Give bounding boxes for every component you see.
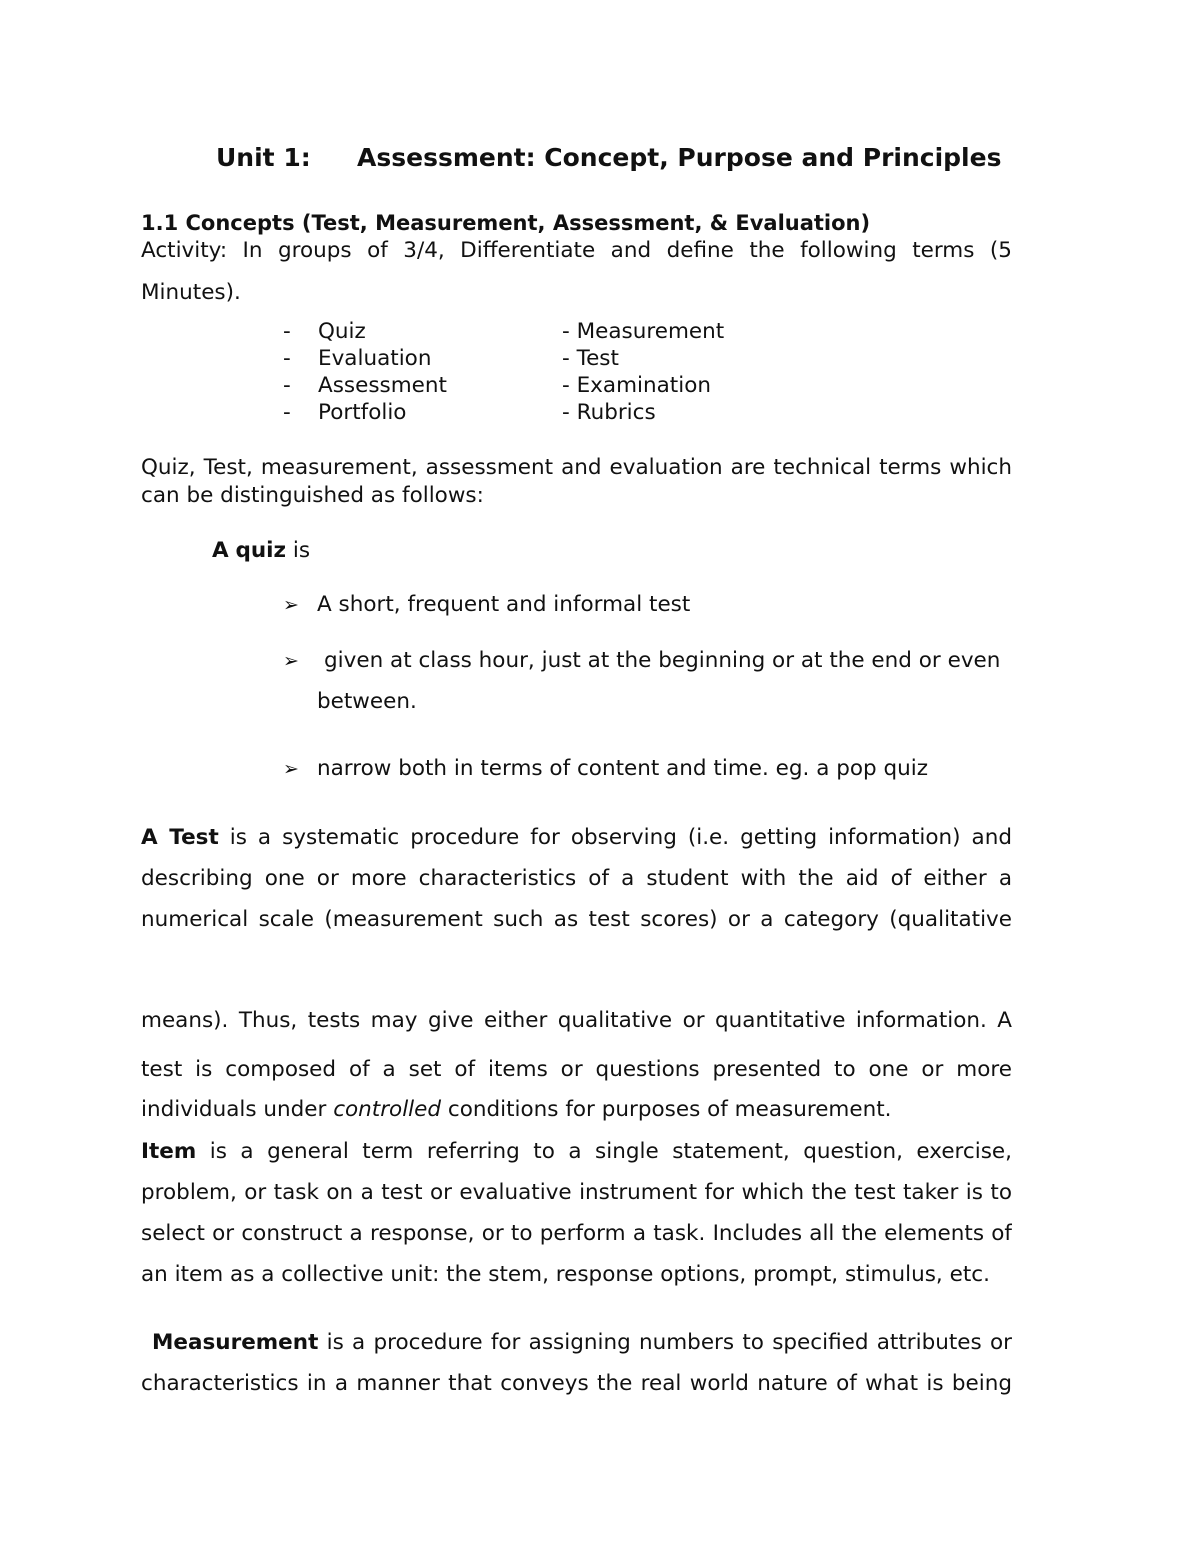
term-right-item: - Rubrics xyxy=(562,400,656,425)
measurement-text: is a procedure for assigning numbers to specified attributes or xyxy=(326,1330,1012,1355)
quiz-bullet: given at class hour, just at the beginning or at the end or even xyxy=(324,648,1001,673)
quiz-bullet: A short, frequent and informal test xyxy=(317,592,691,617)
term-left-item: Evaluation xyxy=(318,346,432,371)
test-line-1 xyxy=(141,825,1012,855)
term-left-item: Portfolio xyxy=(318,400,407,425)
term-left-item: Assessment xyxy=(318,373,447,398)
test-line-5: test is composed of a set of items or questions presented to one or more xyxy=(141,1057,1012,1082)
intro-line-1: Quiz, Test, measurement, assessment and evaluation are technical terms which xyxy=(141,455,1012,480)
quiz-lead-a: A xyxy=(212,538,229,563)
item-line-4: an item as a collective unit: the stem, response options, prompt, stimulus, etc. xyxy=(141,1262,990,1287)
test-term: A Test xyxy=(141,825,219,850)
term-dash: - xyxy=(283,400,291,425)
arrow-bullet-icon: ➢ xyxy=(283,594,299,616)
test-line-6-post: conditions for purposes of measurement. xyxy=(441,1097,892,1122)
term-right-item: - Measurement xyxy=(562,319,725,344)
measurement-line-2: characteristics in a manner that conveys the real world nature of what is being xyxy=(141,1371,1012,1396)
arrow-bullet-icon: ➢ xyxy=(283,650,299,672)
test-line-2: describing one or more characteristics of a student with the aid of either a xyxy=(141,866,1012,891)
term-dash: - xyxy=(283,319,291,344)
item-term: Item xyxy=(141,1139,197,1164)
measurement-term: Measurement xyxy=(152,1330,319,1355)
term-right-item: - Examination xyxy=(562,373,711,398)
activity-line-1: Activity: In groups of 3/4, Differentiate and define the following terms (5 xyxy=(141,238,1012,263)
item-text: is a general term referring to a single statement, question, exercise, xyxy=(209,1139,1012,1164)
term-dash: - xyxy=(283,346,291,371)
quiz-lead-term: quiz xyxy=(235,538,287,563)
test-line-4: means). Thus, tests may give either qualitative or quantitative information. A xyxy=(141,1008,1012,1033)
activity-line-2: Minutes). xyxy=(141,280,241,305)
term-right-item: - Test xyxy=(562,346,619,371)
test-line-6 xyxy=(141,1097,892,1122)
quiz-bullet: narrow both in terms of content and time. eg. a pop quiz xyxy=(317,756,929,781)
term-left-item: Quiz xyxy=(318,319,366,344)
page-title: Assessment: Concept, Purpose and Principles xyxy=(357,143,1002,172)
controlled-emphasis: controlled xyxy=(333,1097,442,1122)
item-line-3: select or construct a response, or to perform a task. Includes all the elements of xyxy=(141,1221,1012,1246)
item-line-1 xyxy=(141,1139,1012,1169)
intro-line-2: can be distinguished as follows: xyxy=(141,483,484,508)
section-heading: 1.1 Concepts (Test, Measurement, Assessment, & Evaluation) xyxy=(141,211,871,235)
item-line-2: problem, or task on a test or evaluative instrument for which the test taker is to xyxy=(141,1180,1012,1205)
test-line-6-pre: individuals under xyxy=(141,1097,334,1122)
test-line-3: numerical scale (measurement such as test scores) or a category (qualitative xyxy=(141,907,1012,932)
test-text: is a systematic procedure for observing (i.e. getting information) and xyxy=(229,825,1012,850)
term-dash: - xyxy=(283,373,291,398)
quiz-lead-rest: is xyxy=(292,538,311,563)
quiz-lead xyxy=(212,538,310,563)
unit-label: Unit 1: xyxy=(216,143,311,172)
arrow-bullet-icon: ➢ xyxy=(283,758,299,780)
quiz-bullet-continuation: between. xyxy=(317,689,417,714)
measurement-line-1 xyxy=(152,1330,1012,1360)
